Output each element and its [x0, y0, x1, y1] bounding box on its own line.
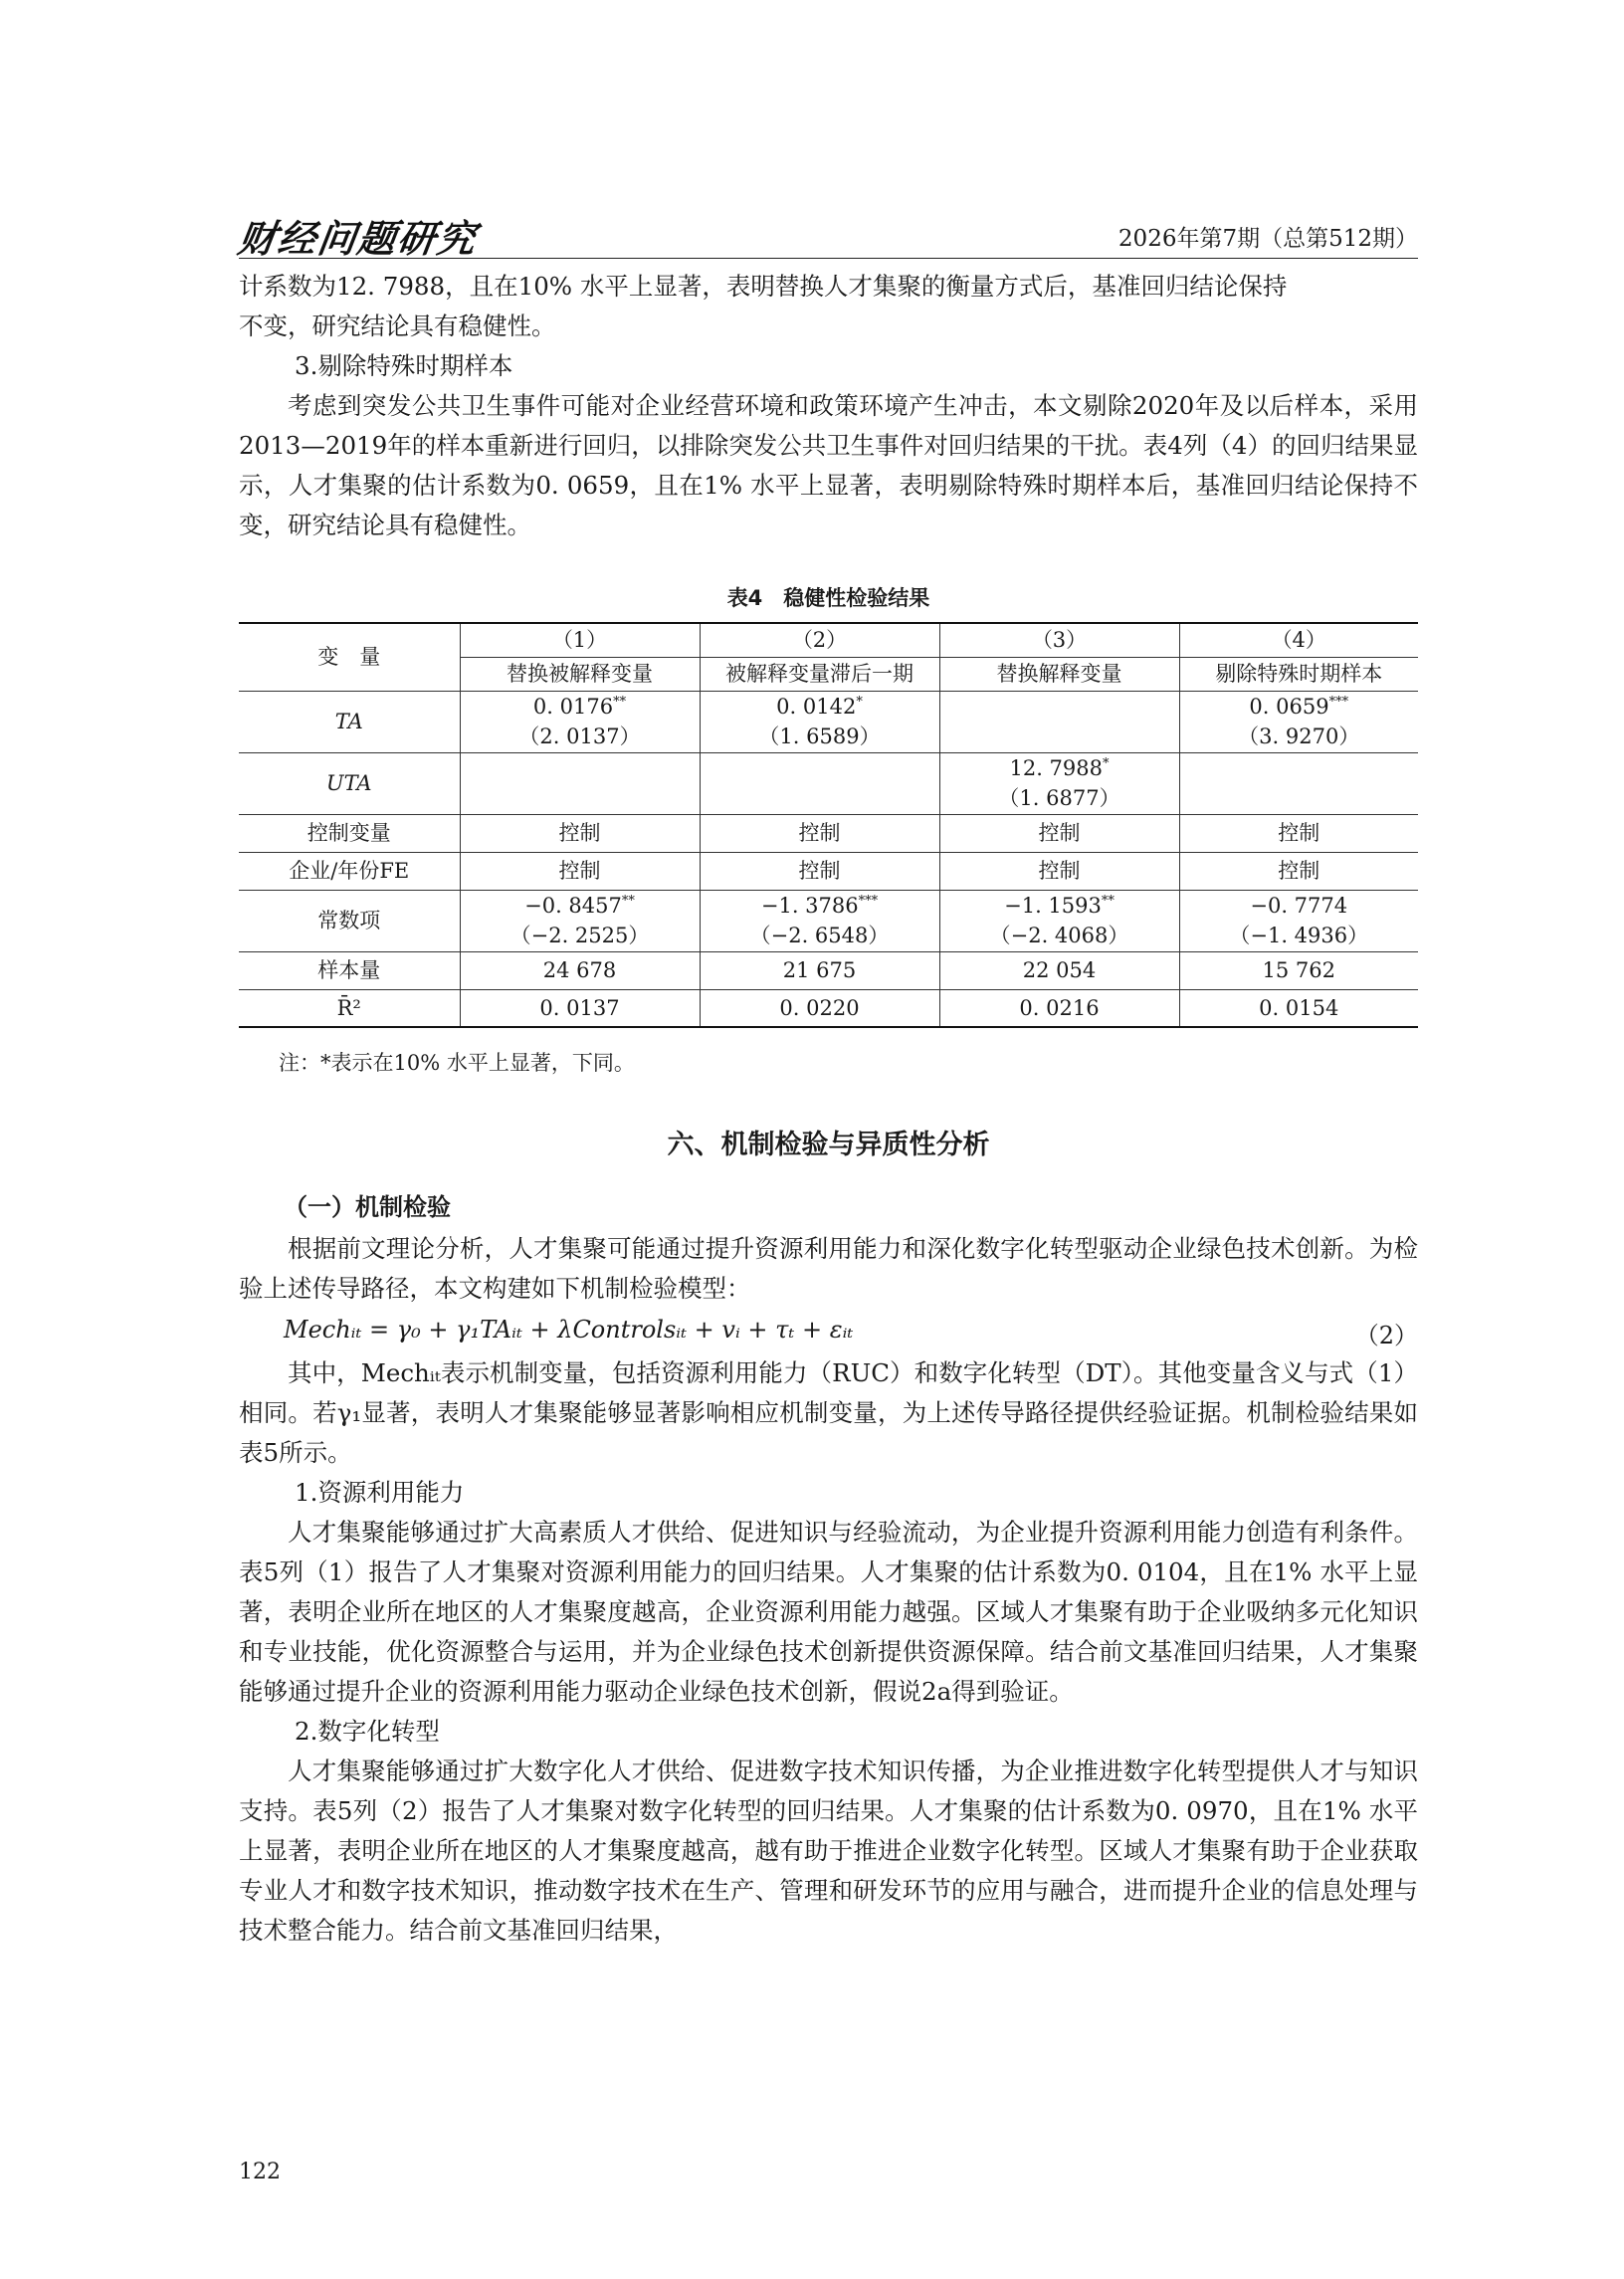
cell: 0. 0216	[939, 989, 1179, 1027]
row-label: 样本量	[239, 951, 460, 989]
col-num: （2）	[700, 623, 939, 657]
cell: 0. 0137	[460, 989, 700, 1027]
body-block	[239, 1353, 1418, 1951]
cell-empty	[460, 752, 700, 814]
subheading-2: 2.数字化转型	[295, 1717, 440, 1746]
cell: 15 762	[1179, 951, 1418, 989]
journal-logo: 财经问题研究	[235, 217, 481, 261]
robustness-table	[239, 622, 1418, 1028]
top-paragraph	[239, 267, 1418, 545]
paragraph-resource: 人才集聚能够通过扩大高素质人才供给、促进知识与经验流动，为企业提升资源利用能力创造有利条件。表5列（1）报告了人才集聚对资源利用能力的回归结果。人才集聚的估计系数为0. 0104，且在1% 水平上显著，表明企业所在地区的人才集聚度越高，企业资源利用能力越强。区域人才集聚有助于企业吸纳多元化知识和专业技能，优化资源整合与运用，并为企业绿色技术创新提供资源保障。结合前文基准回归结果，人才集聚能够通过提升企业的资源利用能力驱动企业绿色技术创新，假说2a得到验证。	[239, 1518, 1418, 1706]
subsection-title: （一）机制检验	[284, 1193, 451, 1221]
cell: −0. 8457** （−2. 2525）	[460, 890, 700, 951]
cell-empty	[939, 691, 1179, 752]
cell: 0. 0142* （1. 6589）	[700, 691, 939, 752]
row-ta	[239, 691, 1418, 752]
table-note: 注：*表示在10% 水平上显著，下同。	[279, 1051, 635, 1075]
row-uta	[239, 752, 1418, 814]
equation-formula: Mechᵢₜ = γ₀ + γ₁TAᵢₜ + λControlsᵢₜ + vᵢ + τₜ + εᵢₜ	[284, 1316, 854, 1344]
cell: 21 675	[700, 951, 939, 989]
cell: 控制	[1179, 814, 1418, 852]
var-header: 变 量	[239, 623, 460, 691]
row-label: 企业/年份FE	[239, 852, 460, 890]
running-header	[235, 204, 1418, 261]
paragraph-line: 不变，研究结论具有稳健性。	[239, 311, 556, 340]
row-constant	[239, 890, 1418, 951]
paragraph-line: 计系数为12. 7988，且在10% 水平上显著，表明替换人才集聚的衡量方式后，基准回归结论保持	[239, 272, 1288, 301]
cell: 控制	[460, 852, 700, 890]
intro-block	[239, 1229, 1418, 1309]
cell: 控制	[460, 814, 700, 852]
cell: 0. 0154	[1179, 989, 1418, 1027]
subheading-3: 3.剔除特殊时期样本	[295, 351, 513, 380]
cell: 0. 0220	[700, 989, 939, 1027]
row-label: 常数项	[239, 890, 460, 951]
col-label: 剔除特殊时期样本	[1179, 657, 1418, 691]
cell: 控制	[1179, 852, 1418, 890]
col-label: 被解释变量滞后一期	[700, 657, 939, 691]
cell: 0. 0659*** （3. 9270）	[1179, 691, 1418, 752]
subheading-1: 1.资源利用能力	[295, 1478, 465, 1507]
row-n	[239, 951, 1418, 989]
row-label: TA	[239, 691, 460, 752]
cell: 控制	[939, 852, 1179, 890]
row-label: R̄²	[239, 989, 460, 1027]
col-num: （4）	[1179, 623, 1418, 657]
row-label: 控制变量	[239, 814, 460, 852]
cell: 控制	[700, 814, 939, 852]
cell: 控制	[700, 852, 939, 890]
equation	[284, 1316, 1418, 1349]
table-title: 表4 稳健性检验结果	[726, 586, 930, 610]
cell: 24 678	[460, 951, 700, 989]
cell: −1. 1593** （−2. 4068）	[939, 890, 1179, 951]
cell: 0. 0176** （2. 0137）	[460, 691, 700, 752]
row-fe	[239, 852, 1418, 890]
cell-empty	[700, 752, 939, 814]
issue-info: 2026年第7期（总第512期）	[1117, 226, 1418, 252]
row-controls	[239, 814, 1418, 852]
row-label: UTA	[239, 752, 460, 814]
col-label: 替换解释变量	[939, 657, 1179, 691]
cell: 22 054	[939, 951, 1179, 989]
col-num: （3）	[939, 623, 1179, 657]
paragraph-after-equation: 其中，Mechᵢₜ表示机制变量，包括资源利用能力（RUC）和数字化转型（DT）。其他变量含义与式（1）相同。若γ₁显著，表明人才集聚能够显著影响相应机制变量，为上述传导路径提供经验证据。机制检验结果如表5所示。	[239, 1358, 1418, 1467]
paragraph-digital: 人才集聚能够通过扩大数字化人才供给、促进数字技术知识传播，为企业推进数字化转型提供人才与知识支持。表5列（2）报告了人才集聚对数字化转型的回归结果。人才集聚的估计系数为0. 0970，且在1% 水平上显著，表明企业所在地区的人才集聚度越高，越有助于推进企业数字化转型。区域人才集聚有助于企业获取专业人才和数字技术知识，推动数字技术在生产、管理和研发环节的应用与融合，进而提升企业的信息处理与技术整合能力。结合前文基准回归结果，	[239, 1757, 1418, 1945]
row-r2	[239, 989, 1418, 1027]
paragraph-intro: 根据前文理论分析，人才集聚可能通过提升资源利用能力和深化数字化转型驱动企业绿色技术创新。为检验上述传导路径，本文构建如下机制检验模型：	[239, 1234, 1418, 1303]
col-num: （1）	[460, 623, 700, 657]
col-label: 替换被解释变量	[460, 657, 700, 691]
cell: 控制	[939, 814, 1179, 852]
cell: −0. 7774 （−1. 4936）	[1179, 890, 1418, 951]
cell: −1. 3786*** （−2. 6548）	[700, 890, 939, 951]
cell-empty	[1179, 752, 1418, 814]
paragraph-section3: 考虑到突发公共卫生事件可能对企业经营环境和政策环境产生冲击，本文剔除2020年及以后样本，采用2013—2019年的样本重新进行回归，以排除突发公共卫生事件对回归结果的干扰。表4列（4）的回归结果显示，人才集聚的估计系数为0. 0659，且在1% 水平上显著，表明剔除特殊时期样本后，基准回归结论保持不变，研究结论具有稳健性。	[239, 391, 1418, 539]
page-number: 122	[239, 2160, 281, 2184]
section-title: 六、机制检验与异质性分析	[667, 1130, 990, 1160]
cell: 12. 7988* （1. 6877）	[939, 752, 1179, 814]
equation-number: （2）	[1354, 1322, 1418, 1349]
